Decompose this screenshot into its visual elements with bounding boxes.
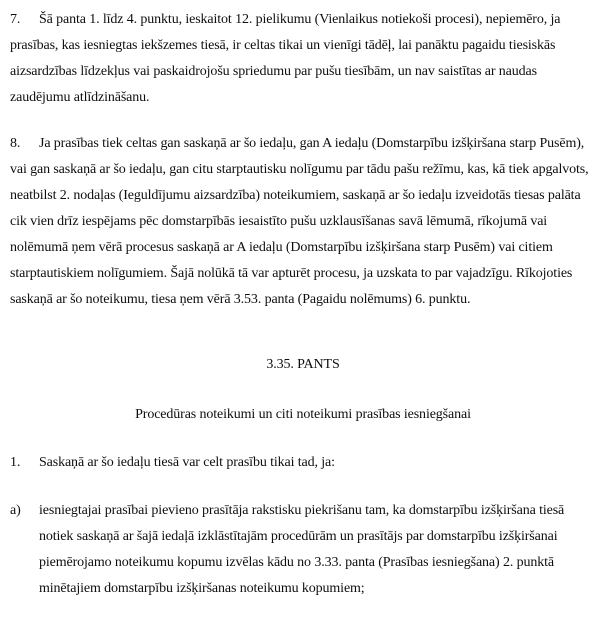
list-item-a	[10, 498, 596, 602]
article-heading: 3.35. PANTS	[266, 357, 340, 372]
paragraph-8	[10, 131, 596, 313]
paragraph-7	[10, 7, 596, 111]
article-subtitle: Procedūras noteikumi un citi noteikumi prasības iesniegšanai	[135, 407, 471, 422]
list-item-a-text: iesniegtajai prasībai pievieno prasītāja rakstisku piekrišanu tam, ka domstarpību izšķiršana tiesā notiek saskaņā ar šajā iedaļā izklāstītajām procedūrām un prasītājs par domstarpību izšķiršanai piemērojamo noteikumu kopumu izvēlas kādu no 3.33. panta (Prasības iesniegšana) 2. punktā minētajiem domstarpību izšķiršanas noteikumu kopumiem;	[39, 503, 565, 596]
list-item-1-number: 1.	[10, 455, 21, 470]
list-item-1-text: Saskaņā ar šo iedaļu tiesā var celt prasību tikai tad, ja:	[39, 455, 335, 470]
paragraph-8-number: 8.	[10, 136, 21, 151]
paragraph-7-text: Šā panta 1. līdz 4. punktu, ieskaitot 12. pielikumu (Vienlaikus notiekoši procesi), nepiemēro, ja prasības, kas iesniegtas iekšzemes tiesā, ir celtas tikai un vienīgi tādēļ, lai panāktu pagaidu tiesiskās aizsardzības līdzekļus vai paskaidrojošu spriedumu par pušu tiesībām, un nav saistītas ar naudas zaudējumu atlīdzināšanu.	[10, 12, 561, 105]
list-item-a-letter: a)	[10, 503, 21, 518]
paragraph-7-number: 7.	[10, 12, 21, 27]
list-item-1	[10, 450, 596, 476]
paragraph-8-text: Ja prasības tiek celtas gan saskaņā ar šo iedaļu, gan A iedaļu (Domstarpību izšķiršana starp Pusēm), vai gan saskaņā ar šo iedaļu, gan citu starptautisku nolīgumu par tādu pašu režīmu, kas, kā tiek apgalvots, neatbilst 2. nodaļas (Ieguldījumu aizsardzība) noteikumiem, saskaņā ar šo iedaļu izveidotās tiesas palāta cik vien drīz iespējams pēc domstarpībās iesaistīto pušu uzklausīšanas savā lēmumā, rīkojumā vai nolēmumā ņem vērā procesus saskaņā ar A iedaļu (Domstarpību izšķiršana starp Pusēm) vai citiem starptautiskiem nolīgumiem. Šajā nolūkā tā var apturēt procesu, ja uzskata to par vajadzīgu. Rīkojoties saskaņā ar šo noteikumu, tiesa ņem vērā 3.53. panta (Pagaidu nolēmums) 6. punktu.	[10, 136, 589, 307]
